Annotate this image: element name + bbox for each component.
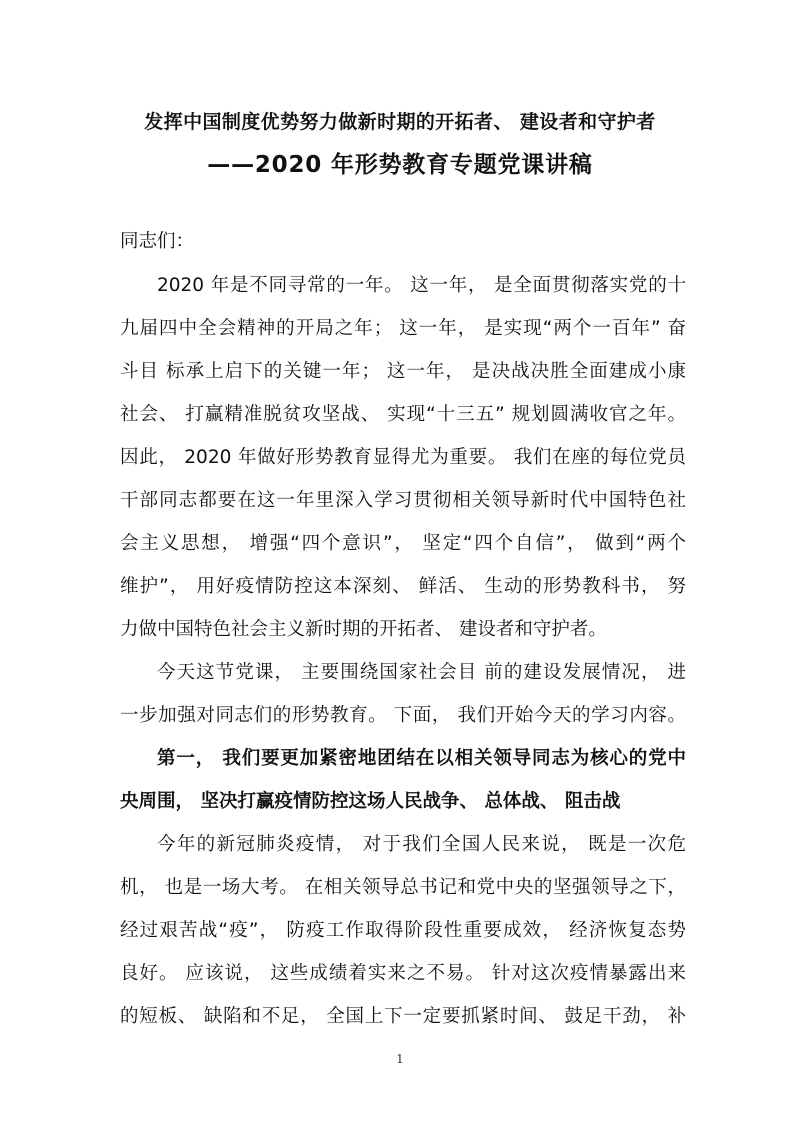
body-line: 机， 也是一场大考。 在相关领导总书记和党中央的坚强领导之下， — [120, 877, 686, 898]
body-line: 力做中国特色社会主义新时期的开拓者、 建设者和守护者。 — [120, 619, 607, 640]
body-line: 斗目 标承上启下的关键一年； 这一年， 是决战决胜全面建成小康 — [120, 361, 686, 382]
body-line: 维护”， 用好疫情防控这本深刻、 鲜活、 生动的形势教科书， 努 — [120, 576, 686, 597]
body-line: 今年的新冠肺炎疫情， 对于我们全国人民来说， 既是一次危 — [157, 834, 686, 855]
page-number: 1 — [396, 1052, 404, 1066]
body-line: 良好。 应该说， 这些成绩着实来之不易。 针对这次疫情暴露出来 — [120, 963, 686, 984]
salutation: 同志们： — [120, 231, 195, 252]
body-line: 因此， 2020 年做好形势教育显得尤为重要。 我们在座的每位党员 — [120, 447, 686, 468]
document-title: 发挥中国制度优势努力做新时期的开拓者、 建设者和守护者 — [144, 111, 656, 133]
body-line: 干部同志都要在这一年里深入学习贯彻相关领导新时代中国特色社 — [120, 490, 686, 511]
body-line: 社会、 打赢精准脱贫攻坚战、 实现“十三五” 规划圆满收官之年。 — [120, 404, 686, 425]
body-line: 今天这节党课， 主要围绕国家社会目 前的建设发展情况， 进 — [157, 662, 686, 683]
body-line: 九届四中全会精神的开局之年； 这一年， 是实现“两个一百年” 奋 — [120, 318, 686, 339]
body-line: 的短板、 缺陷和不足， 全国上下一定要抓紧时间、 鼓足干劲， 补 — [120, 1006, 686, 1027]
section-heading-line: 第一， 我们要更加紧密地团结在以相关领导同志为核心的党中 — [157, 748, 686, 769]
document-subtitle: ——2020 年形势教育专题党课讲稿 — [207, 152, 593, 178]
body-line: 2020 年是不同寻常的一年。 这一年， 是全面贯彻落实党的十 — [157, 275, 686, 296]
body-line: 经过艰苦战“疫”， 防疫工作取得阶段性重要成效， 经济恢复态势 — [120, 920, 686, 941]
body-line: 会主义思想， 增强“四个意识”， 坚定“四个自信”， 做到“两个 — [120, 533, 686, 554]
section-heading-line: 央周围， 坚决打赢疫情防控这场人民战争、 总体战、 阻击战 — [120, 791, 621, 812]
body-line: 一步加强对同志们的形势教育。 下面， 我们开始今天的学习内容。 — [120, 705, 686, 726]
